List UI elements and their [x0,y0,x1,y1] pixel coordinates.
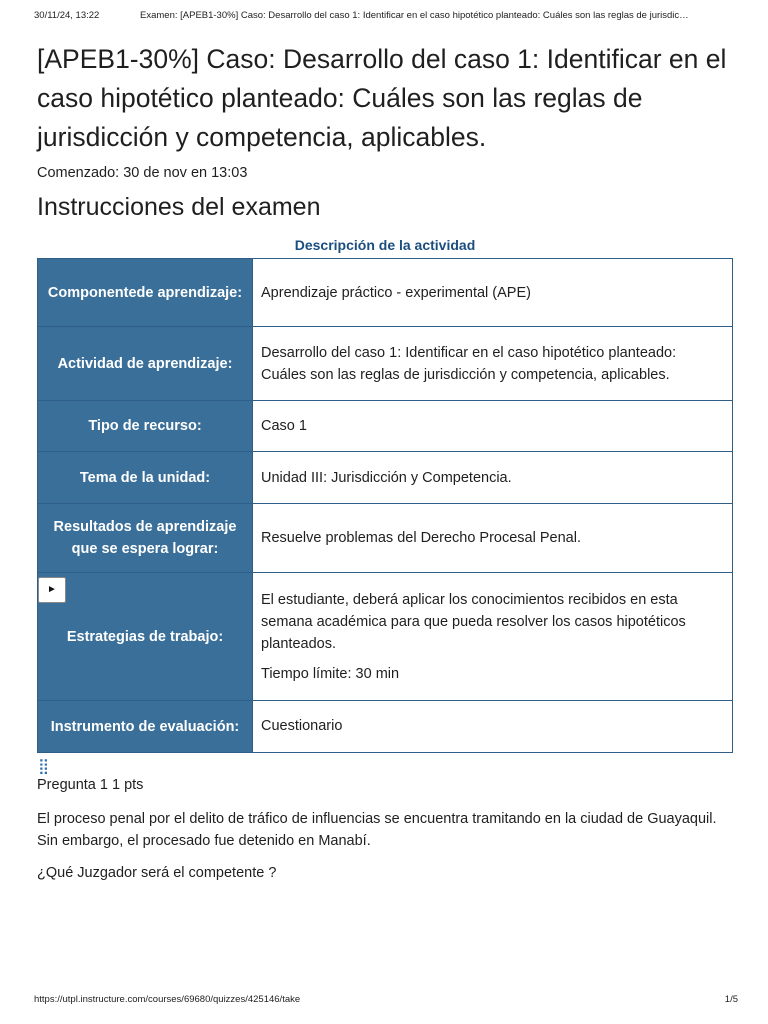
row-label: Componentede aprendizaje: [38,259,253,327]
table-row [38,573,733,701]
row-label: Actividad de aprendizaje: [38,327,253,401]
row-label: Tema de la unidad: [38,452,253,504]
page-number: 1/5 [724,994,738,1005]
question-prompt: ¿Qué Juzgador será el competente ? [37,865,277,881]
drag-handle-icon[interactable]: ⣿ [38,758,48,775]
question-text: El proceso penal por el delito de tráfico de influencias se encuentra tramitando en la ciudad de Guayaquil. Sin embargo, el procesado fue detenido en Manabí. [37,811,717,849]
page-url: https://utpl.instructure.com/courses/69680/quizzes/425146/take [34,994,301,1005]
question-body [37,808,737,894]
started-timestamp: Comenzado: 30 de nov en 13:03 [37,165,248,181]
print-header [34,10,740,21]
activity-description-table [37,258,733,753]
table-caption: Descripción de la actividad [294,237,476,253]
table-row [38,504,733,573]
row-value-text: El estudiante, deberá aplicar los conocimientos recibidos en esta semana académica para que pueda resolver los casos hipotéticos planteados. [261,591,686,652]
table-row [38,327,733,401]
table-row [38,401,733,452]
expand-toggle-button[interactable] [38,577,66,603]
row-label: Instrumento de evaluación: [38,701,253,753]
time-limit-text: Tiempo límite: 30 min [261,665,400,682]
print-doc-title: Examen: [APEB1-30%] Caso: Desarrollo del caso 1: Identificar en el caso hipotético planteado: Cuáles son las reglas de jurisdic… [140,10,689,21]
row-value: Resuelve problemas del Derecho Procesal Penal. [253,504,733,573]
print-date: 30/11/24, 13:22 [34,10,100,21]
table-row [38,701,733,753]
table-row [38,452,733,504]
row-value: Cuestionario [253,701,733,753]
play-triangle-icon: ► [47,584,57,595]
row-label: Tipo de recurso: [38,401,253,452]
row-value: Aprendizaje práctico - experimental (APE) [253,259,733,327]
row-label-text: Estrategias de trabajo: [66,628,224,645]
table-row [38,259,733,327]
question-header: Pregunta 1 1 pts [37,777,144,793]
row-label: Resultados de aprendizaje que se espera lograr: [38,504,253,573]
row-value: Caso 1 [253,401,733,452]
row-label [38,573,253,701]
row-value: Desarrollo del caso 1: Identificar en el caso hipotético planteado: Cuáles son las reglas de jurisdicción y competencia, aplicables. [253,327,733,401]
row-value [253,573,733,701]
print-footer [34,994,738,1005]
instructions-heading: Instrucciones del examen [37,193,321,221]
row-value: Unidad III: Jurisdicción y Competencia. [253,452,733,504]
page-title: [APEB1-30%] Caso: Desarrollo del caso 1: Identificar en el caso hipotético planteado: Cuáles son las reglas de jurisdicción y competencia, aplicables. [37,44,727,152]
